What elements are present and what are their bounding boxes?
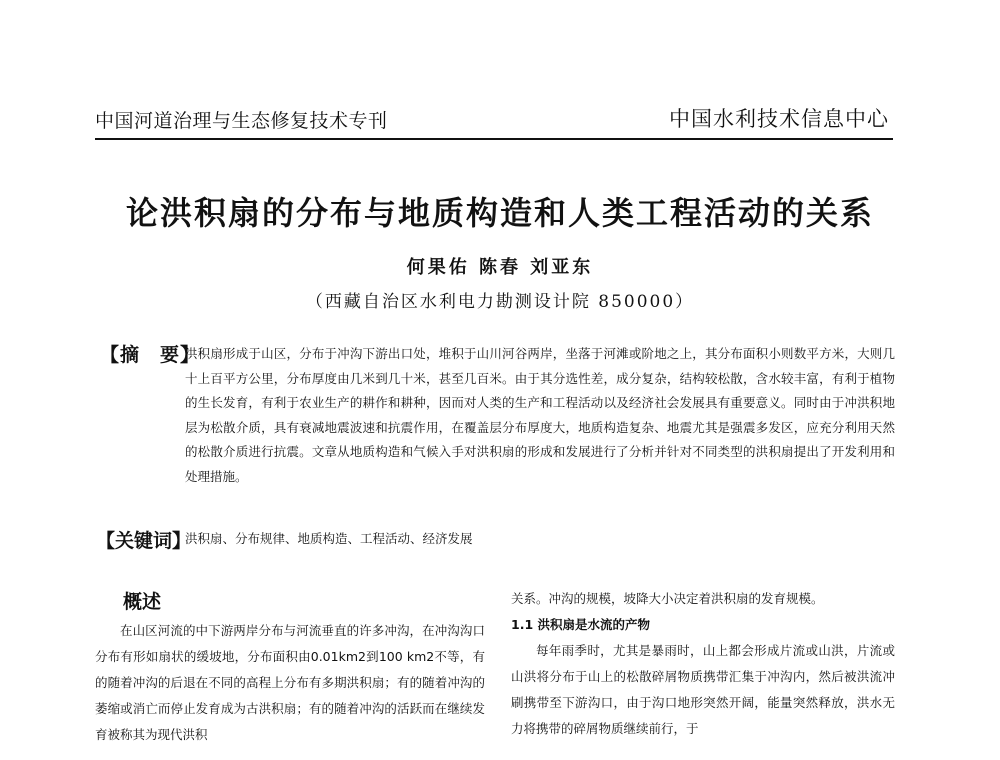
body-paragraph: 在山区河流的中下游两岸分布与河流垂直的许多冲沟，在冲沟沟口分布有形如扇状的缓坡地，分布面积由0.01km2到100 km2不等，有的随着冲沟的后退在不同的高程上分布有多期洪积扇；有的随着冲沟的萎缩或消亡而停止发育成为古洪积扇；有的随着冲沟的活跃而在继续发育被称其为现代洪积 [95, 623, 485, 742]
body-paragraph: 每年雨季时，尤其是暴雨时，山上都会形成片流或山洪，片流或山洪将分布于山上的松散碎屑物质携带汇集于冲沟内，然后被洪流冲刷携带至下游沟口，由于沟口地形突然开阔，能量突然释放，洪水无力将携带的碎屑物质继续前行，于 [511, 643, 895, 736]
journal-header [95, 104, 893, 140]
section-title: 概述 [123, 591, 162, 613]
body-paragraph-continued: 关系。冲沟的规模，坡降大小决定着洪积扇的发育规模。 [511, 591, 824, 606]
keywords-label: 【关键词】 [96, 530, 192, 552]
paper-title: 论洪积扇的分布与地质构造和人类工程活动的关系 [125, 194, 874, 232]
subsection-title: 1.1 洪积扇是水流的产物 [511, 617, 650, 632]
journal-name: 中国河道治理与生态修复技术专刊 [95, 110, 388, 132]
body-column-right [511, 586, 895, 742]
paper-authors: 何果佑 陈春 刘亚东 [406, 257, 594, 278]
body-column-left [95, 586, 485, 748]
abstract-text: 洪积扇形成于山区，分布于冲沟下游出口处，堆积于山川河谷两岸，坐落于河滩或阶地之上，其分布面积小则数平方米，大则几十上百平方公里，分布厚度由几米到几十米，甚至几百米。由于其分选性差，成分复杂，结构较松散，含水较丰富，有利于植物的生长发育，有利于农业生产的耕作和耕种，因而对人类的生产和工程活动以及经济社会发展具有重要意义。同时由于冲洪积地层为松散介质，具有衰减地震波速和抗震作用，在覆盖层分布厚度大，地质构造复杂、地震尤其是强震多发区，应充分利用天然的松散介质进行抗震。文章从地质构造和气候入手对洪积扇的形成和发展进行了分析并针对不同类型的洪积扇提出了开发利用和处理措施。 [185, 346, 895, 484]
paper-affiliation: （西藏自治区水利电力勘测设计院 850000） [305, 292, 695, 312]
abstract-label: 【摘 要】 [100, 344, 201, 366]
keywords-text: 洪积扇、分布规律、地质构造、工程活动、经济发展 [185, 531, 473, 546]
publisher-name: 中国水利技术信息中心 [669, 107, 889, 131]
